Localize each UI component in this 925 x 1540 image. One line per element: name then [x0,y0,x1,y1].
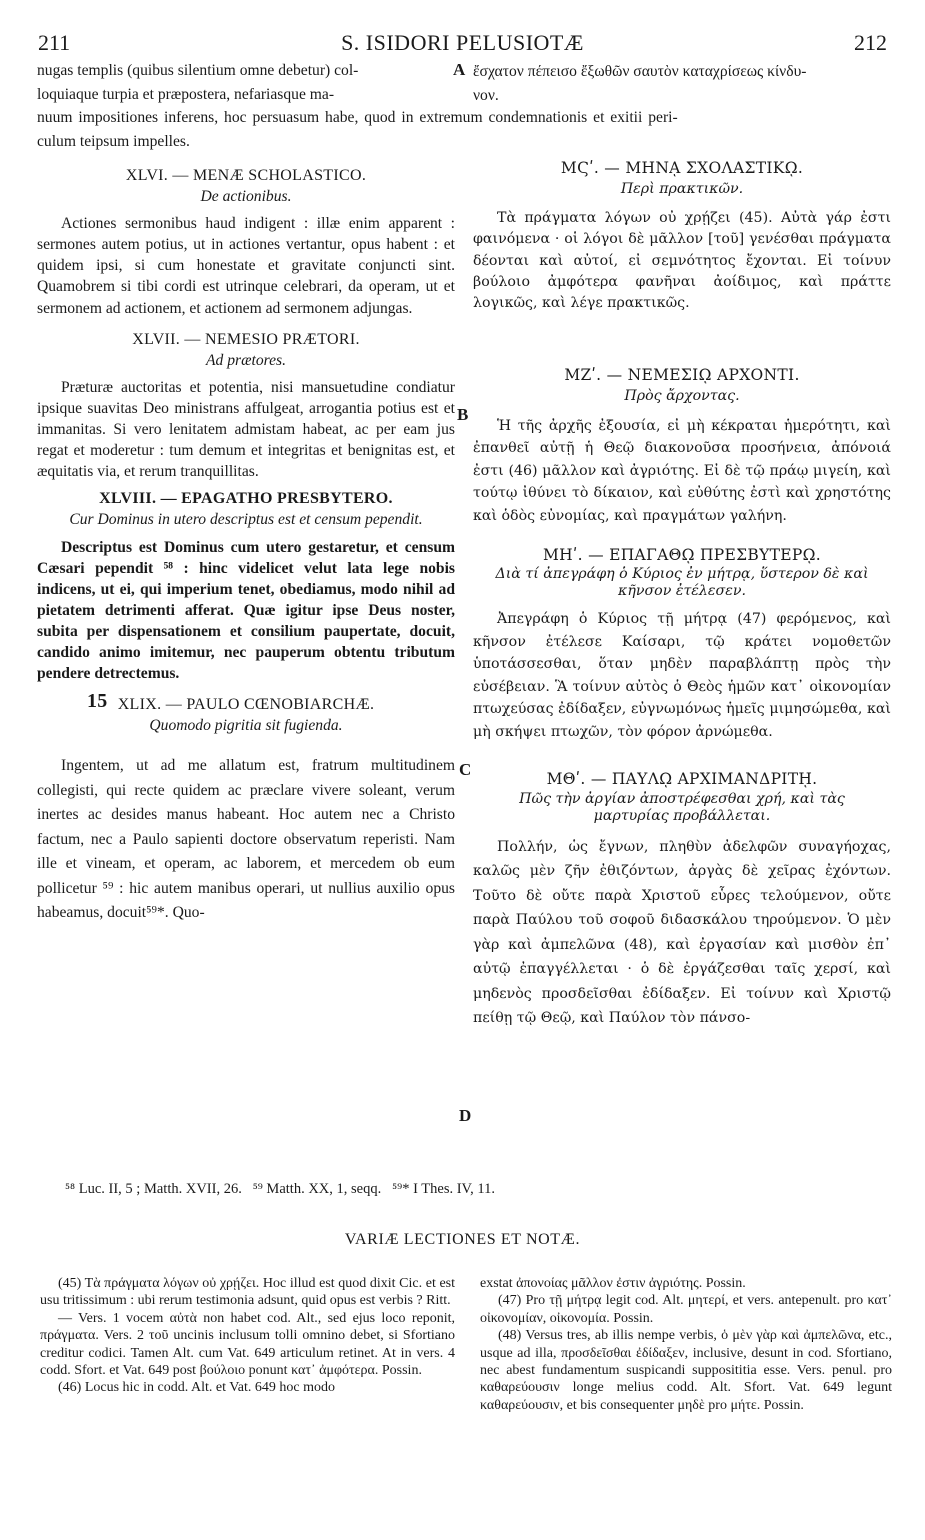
note-45-continued: — Vers. 1 vocem αὐτὰ non habet cod. Alt., sed ejus loco reponit, πράγματα. Vers. 2 τοῦ uncinis inclusum tolli omnino debet, si Sfortiano creditur codici. Tamen Alt. cum Vat. 649 articulum retinet. At in vers. 4 codd. Sfort. et Vat. 649 post βούλοιο ponunt κατ᾽ ἀμφότερα. Possin. [40,1310,455,1379]
latin-continuation-line-1: nugas templis (quibus silentium omne debetur) col- [37,62,359,79]
greek-heading-46: ΜϚʹ. — ΜΗΝᾼ ΣΧΟΛΑΣΤΙΚῼ. [560,159,804,177]
greek-text-49: Πολλήν, ὡς ἔγνων, πληθὺν ἀδελφῶν συναγήοχας, καλῶς μὲν ζῆν ἐθιζόντων, ἀργὰς δὲ χεῖρας ἐχόντων. Τοῦτο δὲ οὔτε παρὰ Χριστοῦ εὗρες τελούμενον, οὔτε παρὰ Παύλου τοῦ σοφοῦ διδασκάλου τηρούμενον. Ὁ μὲν γὰρ καὶ ἀμπελῶνα (48), καὶ ἐργασίαν καὶ μισθὸν ἐπ᾽ αὐτῷ ἐπαγγέλλεται · ὁ δὲ ἐργάζεσθαι ταῖς χερσί, καὶ μηδενὸς προσδεῖσθαι ἐδίδαξεν. Εἰ τοίνυν καὶ Χριστῷ πείθῃ τῷ Θεῷ, καὶ Παύλον τὸν πάνσο- [473,838,891,1027]
greek-continuation-line-1: ἔσχατον πέπεισο ἔξωθῶν σαυτὸν καταχρίσεως κίνδυ- [473,63,807,80]
marker-b: B [457,405,469,424]
right-page-number: 212 [854,30,887,55]
latin-subheading-49: Quomodo pigritia sit fugienda. [149,717,343,735]
greek-continuation-line-2: νον. [473,87,499,104]
latin-continuation-line-2: loquiaque turpia et præpostera, nefariasque ma- [37,86,335,103]
latin-heading-49-row [37,690,455,715]
latin-heading-48: XLVIII. — EPAGATHO PRESBYTERO. [99,490,393,508]
greek-subheading-49: Πῶς τὴν ἀργίαν ἀποστρέφεσθαι χρή, καὶ τὰς μαρτυρίας προβάλλεται. [519,790,845,824]
scripture-footnote: ⁵⁸ Luc. II, 5 ; Matth. XVII, 26. ⁵⁹ Matth. XX, 1, seqq. ⁵⁹* I Thes. IV, 11. [65,1181,495,1197]
greek-subheading-47: Πρὸς ἄρχοντας. [624,387,740,404]
latin-text-48: Descriptus est Dominus cum utero gestaretur, et censum Cæsari pependit ⁵⁸ : hinc videlicet velut lata lege nobis indicens, ut ei, qui imperium tenet, obediamus, modo nihil ad pietatem detrimenti afferat. Quæ igitur ipse Deus noster, subita per dispensationem et consilium paupertate, docuit, candido animo imitemur, nec pauperum obtentu tributum pendere detrectemus. [37,538,455,683]
notes-title: VARIÆ LECTIONES ET NOTÆ. [344,1231,581,1248]
latin-column [37,165,455,926]
latin-text-46: Actiones sermonibus haud indigent : illæ enim apparent : sermones autem potius, ut in actiones vertantur, opus habent : et quidem ipsi, si cum honestate et gravitate conjuncti sint. Quamobrem si tibi cordi est utrinque celebrari, da operam, ut et sermonem ad actionem, et actionem ad sermonem adjungas. [37,215,455,317]
greek-column [473,158,891,1031]
latin-continuation-last: culum teipsum impelles. [37,133,190,150]
note-46: (46) Locus hic in codd. Alt. et Vat. 649 hoc modo [58,1380,335,1396]
greek-text-46: Τὰ πράγματα λόγων οὐ χρῄζει (45). Αὐτὰ γάρ ἐστι φαινόμενα · οἱ λόγοι δὲ μᾶλλον [τοῦ] γενέσθαι πράγματα δέονται καὶ αὐτοί, εἰ σεμνότητος ἔχονται. Εἰ τοίνυν βούλοιο ἀμφότερα φανῆναι ἀοίδιμος, καὶ πράττε λογικῶς, καὶ λέγε πρακτικῶς. [473,210,891,312]
greek-subheading-48: Διὰ τί ἀπεγράφη ὁ Κύριος ἐν μήτρᾳ, ὕστερον δὲ καὶ κῆνσον ἐτέλεσεν. [495,566,869,600]
greek-heading-48: ΜΗʹ. — ΕΠΑΓΑΘῼ ΠΡΕΣΒΥΤΕΡῼ. [543,546,821,565]
note-45: (45) Τὰ πράγματα λόγων οὐ χρῄζει. Hoc illud est quod dixit Cic. et est usu tritissimum : ubi rerum testimonia adsunt, quid opus est verbis ? Ritt. [40,1276,455,1309]
running-title: S. ISIDORI PELUSIOTÆ [341,30,584,55]
latin-heading-46: XLVI. — MENÆ SCHOLASTICO. [125,167,367,184]
greek-text-48: Ἀπεγράφη ὁ Κύριος τῇ μήτρᾳ (47) φερόμενος, καὶ κῆνσον ἐτέλεσε Καίσαρι, τῷ κράτει νομοθετῶν ὑποτάσσεσθαι, ὅταν μηδὲν παραβλάπτῃ πρὸς τὴν εὐσέβειαν. Ἃ τοίνυν αὐτὸς ὁ Θεὸς ἡμῶν κατ᾽ οἰκονομίαν πτωχεύσας ἐδίδαξεν, εὐγνωμόνως ἡμεῖς μιμησώμεθα, καὶ μὴ σκήψει πτωχῶν, τὸν φόρον ἀρνώμεθα. [473,611,891,740]
note-46-continued: exstat ἀπονοίας μᾶλλον ἐστιν ἀγριότης. Possin. [480,1276,746,1291]
greek-heading-49: ΜΘʹ. — ΠΑΥΛῼ ΑΡΧΙΜΑΝΔΡΙΤῌ. [546,770,818,789]
latin-subheading-46: De actionibus. [200,188,292,206]
notes-left-column [40,1275,455,1397]
latin-heading-49: XLIX. — PAULO CŒNOBIARCHÆ. [117,696,375,714]
latin-subheading-47: Ad prætores. [206,351,286,369]
greek-heading-47: ΜΖʹ. — ΝΕΜΕΣΙῼ ΑΡΧΟΝΤΙ. [564,365,800,384]
latin-full-width-line: nuum impositiones inferens, hoc persuasum habe, quod in extremum condemnationis et exitii peri- [37,109,678,126]
greek-text-47: Ἡ τῆς ἀρχῆς ἐξουσία, εἰ μὴ κέκραται ἡμερότητι, καὶ ἐπανθεῖ αὐτῇ ἡ Θεῷ διακονοῦσα προσήνεια, ἀπόνοιά ἐστι (46) μᾶλλον καὶ ἀγριότης. Εἰ δὲ τῷ πράῳ μιγείη, καὶ τούτῳ ἰθύνει τὸ δίκαιον, καὶ εὐθύτης ἐστὶ καὶ χρηστότης καὶ ὁδὸς εὐνομίας, καὶ πραγμάτων γαλήνη. [473,417,891,524]
latin-text-47: Præturæ auctoritas et potentia, nisi mansuetudine condiatur ipsique suavitas Deo ministrans affulgeat, arrogantia potius est et immanitas. Si vero lenitatem admistam habeat, ac per eam jus regat et moderetur : tum demum et integritas et benignitas est, et æquitatis via, et rerum tranquillitas. [37,378,455,481]
notes-right-column [480,1275,892,1414]
greek-subheading-46: Περὶ πρακτικῶν. [620,181,744,198]
left-page-number: 211 [38,30,71,55]
latin-text-49: Ingentem, ut ad me allatum est, fratrum multitudinem collegisti, qui recte quidem ac præclare vivere soleant, verum inertes ac desides manus habeant. Hoc autem nec a Christo factum, nec a Paulo sapienti doctore observatum reperisti. Nam ille et vineam, et operam, ac laborem, et mercedem ob eum pollicetur ⁵⁹ : hic autem manibus operari, ut nullius auxilio opus habeamus, docuit⁵⁹*. Quo- [37,757,455,922]
marker-d: D [459,1106,472,1125]
latin-heading-47: XLVII. — NEMESIO PRÆTORI. [132,330,360,348]
note-47: (47) Pro τῇ μήτρᾳ legit cod. Alt. μητερί, et vers. antepenult. pro κατ᾽ οἰκονομίαν, οἰκονομία. Possin. [480,1293,892,1326]
note-48: (48) Versus tres, ab illis nempe verbis, ὁ μὲν γὰρ καὶ ἀμπελῶνα, etc., usque ad illa, προσδεῖσθαι ἐδίδαξεν, inclusive, desunt in cod. Sfortiano, nec abest fundamentum suspicandi supposititia esse. Vers. penul. pro καθαρεύουσιν longe melius codd. Alt. Sfort. Vat. 649 legunt καθαρεύουσιν, et bis consequenter μηδὲ pro μήτε. Possin. [480,1328,892,1413]
column-number: 15 [87,690,108,713]
marker-a: A [453,60,466,79]
marker-c: C [459,760,472,779]
latin-subheading-48: Cur Dominus in utero descriptus est et censum pependit. [69,511,423,529]
